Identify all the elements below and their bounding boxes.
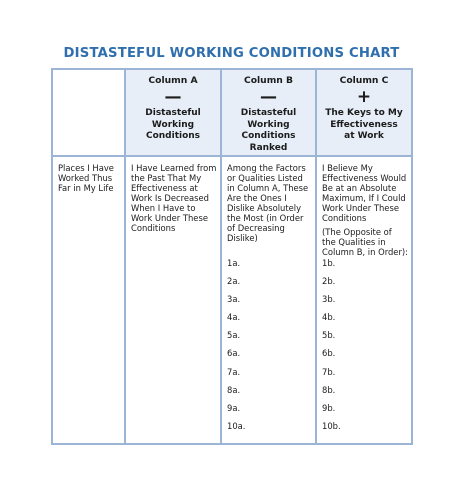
list-item: 3a. xyxy=(227,294,241,305)
list-item: 7a. xyxy=(227,366,241,377)
column-a-body-cell xyxy=(131,163,217,233)
plus-icon: + xyxy=(356,87,372,107)
list-item: 1b. xyxy=(322,258,336,268)
list-item: 8a. xyxy=(227,384,241,395)
list-item: 4a. xyxy=(227,312,241,323)
list-item: 8b. xyxy=(322,384,336,395)
column-b-body-cell xyxy=(227,163,313,243)
column-c-item-list xyxy=(322,258,341,439)
column-b-name: Column B xyxy=(243,75,294,86)
list-item: 7b. xyxy=(322,366,336,377)
column-b-description: Distasteful Working Conditions Ranked xyxy=(240,108,297,153)
minus-icon: — xyxy=(260,87,277,107)
list-item: 9a. xyxy=(227,402,241,413)
list-item: 10a. xyxy=(227,420,246,431)
column-c-body-cell xyxy=(322,163,408,257)
list-item: 9b. xyxy=(322,402,336,413)
list-item: 2a. xyxy=(227,276,241,287)
list-item: 10b. xyxy=(322,420,341,431)
list-item: 5a. xyxy=(227,330,241,341)
list-item: 2b. xyxy=(322,276,336,287)
column-a-body: I Have Learned from the Past That My Effectiveness at Work Is Decreased When I Have to Work Under These Conditions xyxy=(131,163,217,233)
column-c-name: Column C xyxy=(339,75,389,86)
list-item: 3b. xyxy=(322,294,336,305)
column-a-header xyxy=(126,75,220,143)
list-item: 4b. xyxy=(322,312,336,323)
column-b-item-list xyxy=(227,258,245,439)
column-b-body: Among the Factors or Qualities Listed in Column A, These Are the Ones I Dislike Absolutely the Most (in Order of Decreasing Dislike) xyxy=(227,163,309,243)
column-c-description: The Keys to My Effectiveness at Work xyxy=(325,108,403,141)
list-item: 5b. xyxy=(322,330,336,341)
row-label: Places I Have Worked Thus Far in My Life xyxy=(58,163,114,193)
column-c-body: I Believe My Effectiveness Would Be at an Absolute Maximum, If I Could Work Under These Conditions xyxy=(322,163,407,223)
list-item: 1a. xyxy=(227,258,241,268)
column-a-description: Distasteful Working Conditions xyxy=(145,108,201,141)
column-c-body-note: (The Opposite of the Qualities in Column B, in Order): xyxy=(322,227,408,257)
column-b-header xyxy=(222,75,315,154)
row-label-cell xyxy=(58,163,120,193)
header-divider xyxy=(51,155,413,157)
minus-icon: — xyxy=(164,87,182,107)
list-item: 6b. xyxy=(322,348,336,359)
list-item: 6a. xyxy=(227,348,241,359)
column-c-header xyxy=(317,75,411,143)
column-a-name: Column A xyxy=(148,75,198,86)
chart-title: DISTASTEFUL WORKING CONDITIONS CHART xyxy=(63,46,400,61)
